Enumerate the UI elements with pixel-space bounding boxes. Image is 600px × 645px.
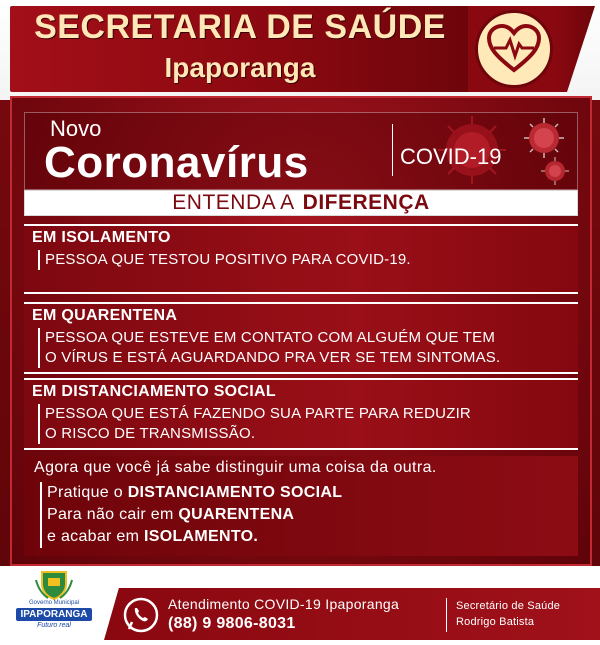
card-line: PESSOA QUE TESTOU POSITIVO PARA COVID-19.: [45, 251, 411, 268]
closing-line-3: [47, 526, 342, 548]
closing-text: Para não cair em: [47, 506, 174, 523]
card-line: O VÍRUS E ESTÁ AGUARDANDO PRA VER SE TEM SINTOMAS.: [45, 349, 501, 366]
card-body: [38, 250, 411, 270]
phone-number[interactable]: (88) 9 9806-8031: [168, 615, 296, 632]
card-title: EM DISTANCIAMENTO SOCIAL: [32, 383, 276, 400]
footer-divider: [446, 598, 447, 632]
closing-bold: DISTANCIAMENTO SOCIAL: [127, 484, 343, 501]
card-title: EM ISOLAMENTO: [32, 229, 171, 246]
card-body: [38, 328, 500, 368]
hero-tag: COVID-19: [400, 144, 502, 169]
card-line: PESSOA QUE ESTEVE EM CONTATO COM ALGUÉM QUE TEM: [45, 329, 496, 346]
card-distanciamento: [24, 378, 578, 450]
card-isolamento: [24, 224, 578, 294]
page-subtitle: Ipaporanga: [164, 52, 316, 83]
banner-prefix: ENTENDA A: [172, 191, 295, 214]
closing-bold: ISOLAMENTO.: [144, 528, 259, 545]
virus-icon-small: [522, 116, 566, 160]
closing-text: Pratique o: [47, 484, 123, 501]
closing-bold: QUARENTENA: [178, 506, 295, 523]
hero-novo: Novo: [50, 116, 102, 141]
heart-box: [468, 6, 560, 92]
hero-divider: [392, 124, 393, 176]
banner-emphasis: DIFERENÇA: [302, 191, 430, 214]
secretary-role: Secretário de Saúde: [456, 600, 561, 612]
crest-name: IPAPORANGA: [16, 608, 91, 621]
page-title: SECRETARIA DE SAÚDE: [34, 8, 446, 46]
virus-icon-tiny: [540, 156, 570, 186]
crest-icon: [34, 570, 74, 600]
crest-top: Governo Municipal: [28, 600, 80, 606]
card-quarentena: [24, 302, 578, 374]
whatsapp-icon[interactable]: [122, 596, 160, 634]
closing-line-2: [47, 504, 342, 526]
closing-box: [24, 456, 578, 556]
card-line: O RISCO DE TRANSMISSÃO.: [45, 425, 256, 442]
closing-body: [40, 482, 342, 548]
secretary-name: Rodrigo Batista: [456, 616, 535, 628]
municipal-crest: [10, 570, 98, 636]
closing-line-1: [47, 482, 342, 504]
closing-lead: Agora que você já sabe distinguir uma coisa da outra.: [34, 459, 437, 476]
closing-text: e acabar em: [47, 528, 140, 545]
card-body: [38, 404, 471, 444]
crest-motto: Futuro real: [37, 622, 71, 629]
card-line: PESSOA QUE ESTÁ FAZENDO SUA PARTE PARA REDUZIR: [45, 405, 471, 422]
hero-title: Coronavírus: [44, 138, 309, 187]
heart-pulse-icon: [475, 10, 553, 88]
card-title: EM QUARENTENA: [32, 307, 178, 324]
difference-banner: [24, 190, 578, 216]
service-label: Atendimento COVID-19 Ipaporanga: [168, 596, 400, 612]
